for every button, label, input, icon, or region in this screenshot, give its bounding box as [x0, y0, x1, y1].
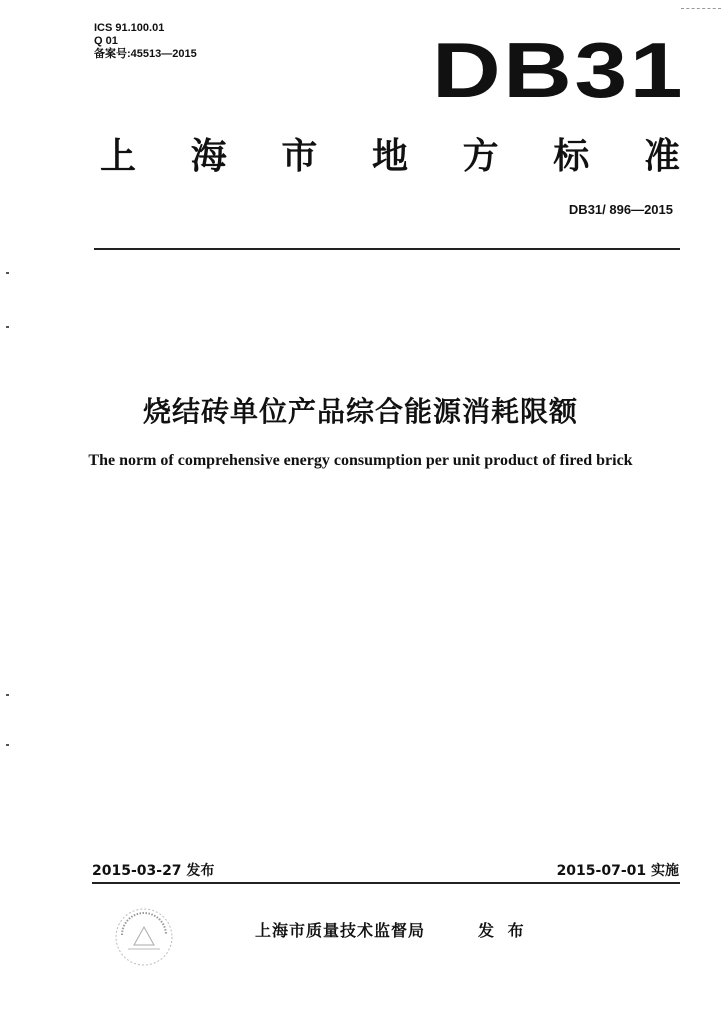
org-title-char: 上	[100, 136, 137, 177]
scan-artifact	[6, 694, 9, 696]
ics-code: ICS 91.100.01	[94, 22, 165, 34]
effective-date: 2015-07-01 实施	[556, 863, 679, 879]
classification-block	[94, 22, 197, 61]
category-code: Q 01	[94, 35, 118, 47]
org-title-char: 标	[553, 136, 590, 177]
org-title-char: 市	[281, 136, 318, 177]
official-seal-icon	[112, 905, 176, 969]
org-title-char: 准	[643, 136, 680, 177]
document-title-cn: 烧结砖单位产品综合能源消耗限额	[142, 395, 578, 428]
standard-number: DB31/ 896—2015	[568, 202, 673, 217]
issue-date: 2015-03-27 发布	[92, 863, 215, 879]
bottom-divider	[92, 882, 680, 884]
scan-edge-mark	[681, 8, 721, 10]
db-logo: DB31	[432, 26, 686, 114]
org-title-char: 地	[371, 136, 408, 177]
organization-title	[100, 128, 680, 179]
top-divider	[94, 248, 680, 250]
issuing-authority: 上海市质量技术监督局	[255, 921, 426, 940]
scan-artifact	[6, 272, 9, 274]
record-number: 备案号:45513—2015	[94, 48, 197, 60]
scan-artifact	[6, 326, 9, 328]
document-title-en: The norm of comprehensive energy consumption per unit product of fired brick	[88, 452, 633, 469]
org-title-char: 方	[462, 136, 499, 177]
issue-label: 发 布	[478, 921, 528, 940]
scan-artifact	[6, 744, 9, 746]
org-title-char: 海	[190, 136, 227, 177]
